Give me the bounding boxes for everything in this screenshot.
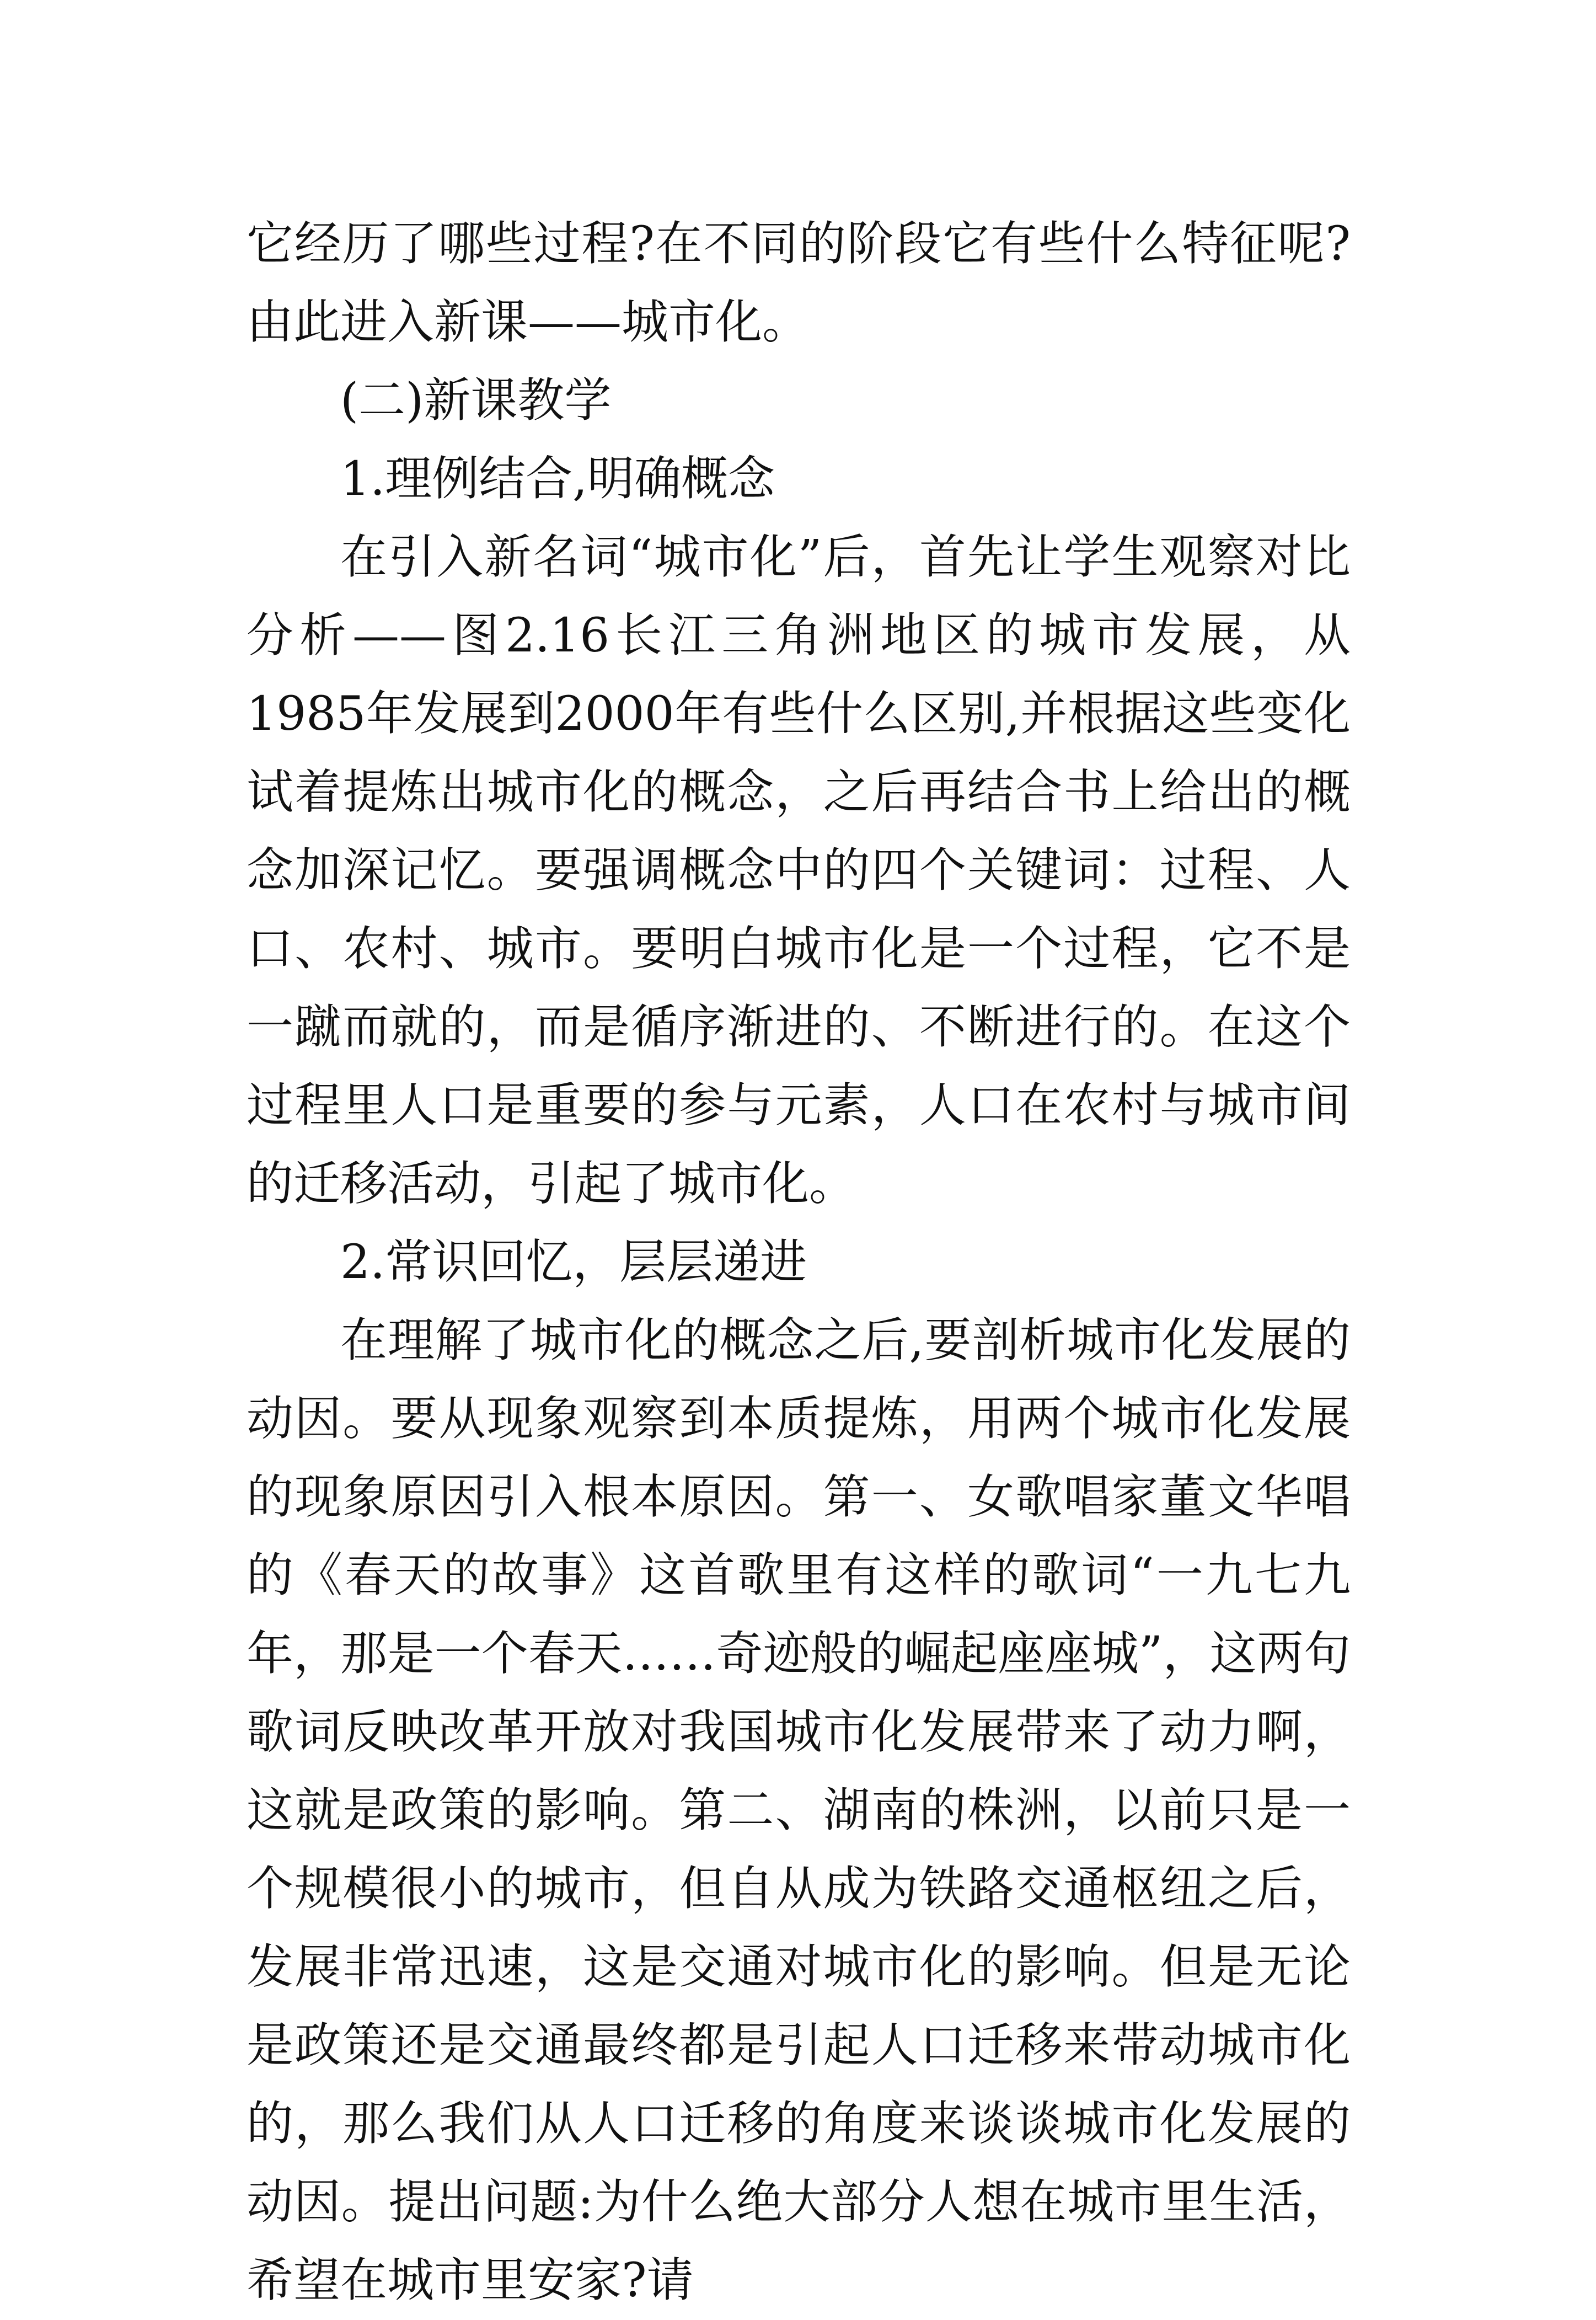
paragraph-urbanization-concept: 在引入新名词“城市化”后，首先让学生观察对比分析——图2.16长江三角洲地区的城市发展，从1985年发展到2000年有些什么区别,并根据这些变化试着提炼出城市化的概念，之后再结合书上给出的概念加深记忆。要强调概念中的四个关键词：过程、人口、农村、城市。要明白城市化是一个过程，它不是一蹴而就的，而是循序渐进的、不断进行的。在这个过程里人口是重要的参与元素，人口在农村与城市间的迁移活动，引起了城市化。 xyxy=(247,530,1351,1211)
subheading-common-sense: 2.常识回忆，层层递进 xyxy=(340,1235,807,1290)
subheading-concept: 1.理例结合,明确概念 xyxy=(340,452,775,506)
document-body xyxy=(247,205,1351,2320)
paragraph-continuation: 它经历了哪些过程?在不同的阶段它有些什么特征呢?由此进入新课——城市化。 xyxy=(247,217,1351,350)
paragraph-urbanization-drivers: 在理解了城市化的概念之后,要剖析城市化发展的动因。要从现象观察到本质提炼，用两个城市化发展的现象原因引入根本原因。第一、女歌唱家董文华唱的《春天的故事》这首歌里有这样的歌词“一九七九年，那是一个春天……奇迹般的崛起座座城”，这两句歌词反映改革开放对我国城市化发展带来了动力啊，这就是政策的影响。第二、湖南的株洲，以前只是一个规模很小的城市，但自从成为铁路交通枢纽之后，发展非常迅速，这是交通对城市化的影响。但是无论是政策还是交通最终都是引起人口迁移来带动城市化的，那么我们从人口迁移的角度来谈谈城市化发展的动因。提出问题:为什么绝大部分人想在城市里生活，希望在城市里安家?请 xyxy=(247,1313,1351,2308)
section-heading-new-lesson: (二)新课教学 xyxy=(340,373,612,428)
